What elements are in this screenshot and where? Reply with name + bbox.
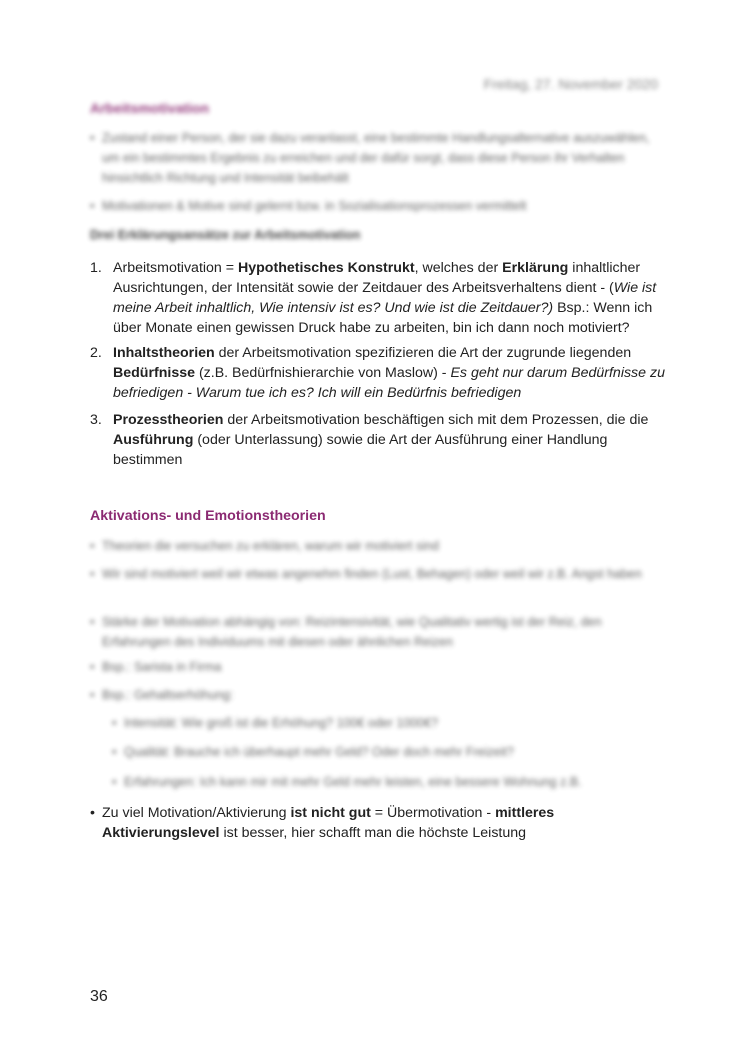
bullet-icon: • — [112, 775, 117, 789]
numbered-item-2: 2. Inhaltstheorien der Arbeitsmotivation spezifizieren die Art der zugrunde liegenden Bedürfnisse (z.B. Bedürfnishierarchie von Maslow) - Es geht nur darum Bedürfnisse zu befriedigen - Warum tue ich es? Ich will ein Bedürfnis befriedigen — [90, 345, 665, 401]
numbered-item-1: 1. Arbeitsmotivation = Hypothetisches Konstrukt, welches der Erklärung inhaltlicher Ausrichtungen, der Intensität sowie der Zeitdauer des Arbeitsverhaltens dient - (Wie ist meine Arbeit inhaltlich, Wie intensiv ist es? Und wie ist die Zeitdauer?) Bsp.: Wenn ich über Monate einen gewissen Druck habe zu arbeiten, bin ich dann noch motiviert? — [90, 260, 657, 336]
bullet-icon: • — [90, 567, 95, 581]
list-item: • Wir sind motiviert weil wir etwas angenehm finden (Lust, Behagen) oder weil wir z.B. Angst haben — [90, 564, 660, 584]
bullet-icon: • — [90, 131, 95, 145]
list-item: • Stärke der Motivation abhängig von: Reizintensivität, wie Qualitativ wertig ist der Reiz, den Erfahrungen des Individuums mit diesen oder ähnlichen Reizen — [90, 612, 660, 652]
bullet-icon: • — [112, 745, 117, 759]
list-item: • Bsp.: Sarista in Firma — [90, 657, 660, 677]
subheading: Drei Erklärungsansätze zur Arbeitsmotivation — [90, 228, 361, 242]
final-bullet: • Zu viel Motivation/Aktivierung ist nicht gut = Übermotivation - mittleres Aktivierungslevel ist besser, hier schafft man die höchste Leistung — [90, 805, 555, 841]
numbered-item-3: 3. Prozesstheorien der Arbeitsmotivation beschäftigen sich mit dem Prozessen, die die Ausführung (oder Unterlassung) sowie die Art der Ausführung einer Handlung bestimmen — [90, 412, 649, 468]
bullet-icon: • — [90, 539, 95, 553]
bullet-icon: • — [90, 199, 95, 213]
page-date: Freitag, 27. November 2020 — [483, 76, 658, 92]
section-title-aktivationstheorien: Aktivations- und Emotionstheorien — [90, 508, 326, 524]
bullet-icon: • — [90, 615, 95, 629]
list-item: • Bsp.: Gehaltserhöhung: — [90, 685, 660, 705]
section-title-arbeitsmotivation: Arbeitsmotivation — [90, 100, 210, 116]
sub-list-item: • Qualität: Brauche ich überhaupt mehr Geld? Oder doch mehr Freizeit? — [112, 742, 660, 762]
bullet-icon: • — [90, 805, 95, 821]
sub-list-item: • Intensität: Wie groß ist die Erhöhung? 100€ oder 1000€? — [112, 713, 660, 733]
list-item: • Motivationen & Motive sind gelernt bzw. in Sozialisationsprozessen vermittelt — [90, 196, 660, 216]
list-item: • Theorien die versuchen zu erklären, warum wir motiviert sind — [90, 536, 660, 556]
bullet-icon: • — [90, 660, 95, 674]
bullet-icon: • — [90, 688, 95, 702]
sub-list-item: • Erfahrungen: Ich kann mir mit mehr Geld mehr leisten, eine bessere Wohnung z.B. — [112, 772, 660, 792]
bullet-icon: • — [112, 716, 117, 730]
list-item: • Zustand einer Person, der sie dazu veranlasst, eine bestimmte Handlungsalternative auszuwählen, um ein bestimmtes Ergebnis zu erreichen und der dafür sorgt, dass diese Person ihr Verhalten hinsichtlich Richtung und Intensität beibehält — [90, 128, 660, 188]
page-number: 36 — [90, 988, 108, 1005]
